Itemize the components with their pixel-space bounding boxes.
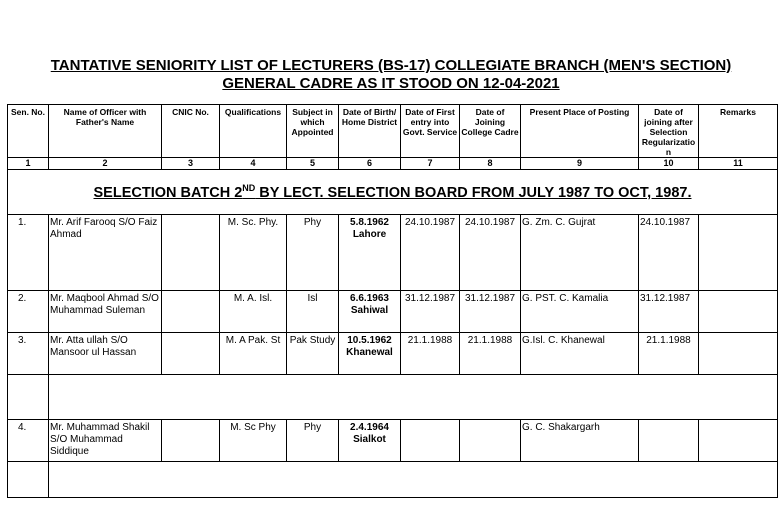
birth-district [339,420,401,462]
date-of-birth: 2.4.1964 [350,422,389,433]
column-number: 8 [460,158,521,170]
column-number: 3 [162,158,220,170]
table-row [8,420,778,462]
first-entry-date [401,420,460,462]
home-district: Sialkot [353,434,386,445]
home-district: Sahiwal [350,305,389,316]
list-title-line1: TANTATIVE SENIORITY LIST OF LECTURERS (BS-17) COLLEGIATE BRANCH (MEN'S SECTION) [50,57,732,74]
subject: Pak Study [287,333,339,375]
officer-name: Mr. Atta ullah S/O Mansoor ul Hassan [49,333,162,375]
column-number: 10 [639,158,699,170]
column-number: 4 [220,158,287,170]
cnic [162,291,220,333]
qualification: M. Sc. Phy. [220,215,287,291]
header-cell: Date of joining after Selection Regularizatio n [639,105,699,158]
remarks [699,420,778,462]
college-cadre-date: 24.10.1987 [460,215,521,291]
first-entry-date: 21.1.1988 [401,333,460,375]
officer-name: Mr. Muhammad Shakil S/O Muhammad Siddique [49,420,162,462]
column-number-row [8,158,778,170]
home-district: Lahore [352,229,387,240]
header-cell: Date of Birth/ Home District [339,105,401,158]
serial-number: 1. [8,215,49,291]
subject: Phy [287,215,339,291]
empty-cell [49,375,778,420]
subject: Phy [287,420,339,462]
college-cadre-date: 31.12.1987 [460,291,521,333]
place-of-posting: G. C. Shakargarh [521,420,639,462]
cnic [162,215,220,291]
qualification: M. Sc Phy [220,420,287,462]
place-of-posting: G.Isl. C. Khanewal [521,333,639,375]
birth-district [339,215,401,291]
regularization-date: 31.12.1987 [639,291,699,333]
date-of-birth: 10.5.1962 [347,335,392,346]
header-cell: Subject in which Appointed [287,105,339,158]
remarks [699,291,778,333]
column-number: 1 [8,158,49,170]
birth-district [339,291,401,333]
qualification: M. A. Isl. [220,291,287,333]
remarks [699,333,778,375]
batch-heading: SELECTION BATCH 2ND BY LECT. SELECTION BOARD FROM JULY 1987 TO OCT, 1987. [8,170,778,215]
header-row [8,105,778,158]
cnic [162,333,220,375]
spacer-row [8,375,778,420]
subject: Isl [287,291,339,333]
empty-cell [8,375,49,420]
first-entry-date: 24.10.1987 [401,215,460,291]
header-cell: Date of First entry into Govt. Service [401,105,460,158]
cnic [162,420,220,462]
regularization-date [639,420,699,462]
college-cadre-date: 21.1.1988 [460,333,521,375]
date-of-birth: 6.6.1963 [350,293,389,304]
regularization-date: 24.10.1987 [639,215,699,291]
column-number: 6 [339,158,401,170]
qualification: M. A Pak. St [220,333,287,375]
list-title-line2: GENERAL CADRE AS IT STOOD ON 12-04-2021 [222,75,560,92]
college-cadre-date [460,420,521,462]
header-cell: CNIC No. [162,105,220,158]
seniority-table [7,104,778,498]
remarks [699,215,778,291]
header-cell: Name of Officer with Father's Name [49,105,162,158]
header-cell: Qualifications [220,105,287,158]
column-number: 11 [699,158,778,170]
officer-name: Mr. Arif Farooq S/O Faiz Ahmad [49,215,162,291]
regularization-date: 21.1.1988 [639,333,699,375]
table-row [8,333,778,375]
column-number: 2 [49,158,162,170]
header-cell: Present Place of Posting [521,105,639,158]
place-of-posting: G. Zm. C. Gujrat [521,215,639,291]
serial-number: 4. [8,420,49,462]
table-row [8,215,778,291]
home-district: Khanewal [346,347,393,358]
date-of-birth: 5.8.1962 [350,217,389,228]
place-of-posting: G. PST. C. Kamalia [521,291,639,333]
serial-number: 2. [8,291,49,333]
empty-cell [49,462,778,498]
column-number: 9 [521,158,639,170]
column-number: 5 [287,158,339,170]
serial-number: 3. [8,333,49,375]
first-entry-date: 31.12.1987 [401,291,460,333]
header-cell: Sen. No. [8,105,49,158]
officer-name: Mr. Maqbool Ahmad S/O Muhammad Suleman [49,291,162,333]
empty-cell [8,462,49,498]
birth-district [339,333,401,375]
header-cell: Date of Joining College Cadre [460,105,521,158]
spacer-row [8,462,778,498]
table-row [8,291,778,333]
batch-row [8,170,778,215]
header-cell: Remarks [699,105,778,158]
column-number: 7 [401,158,460,170]
